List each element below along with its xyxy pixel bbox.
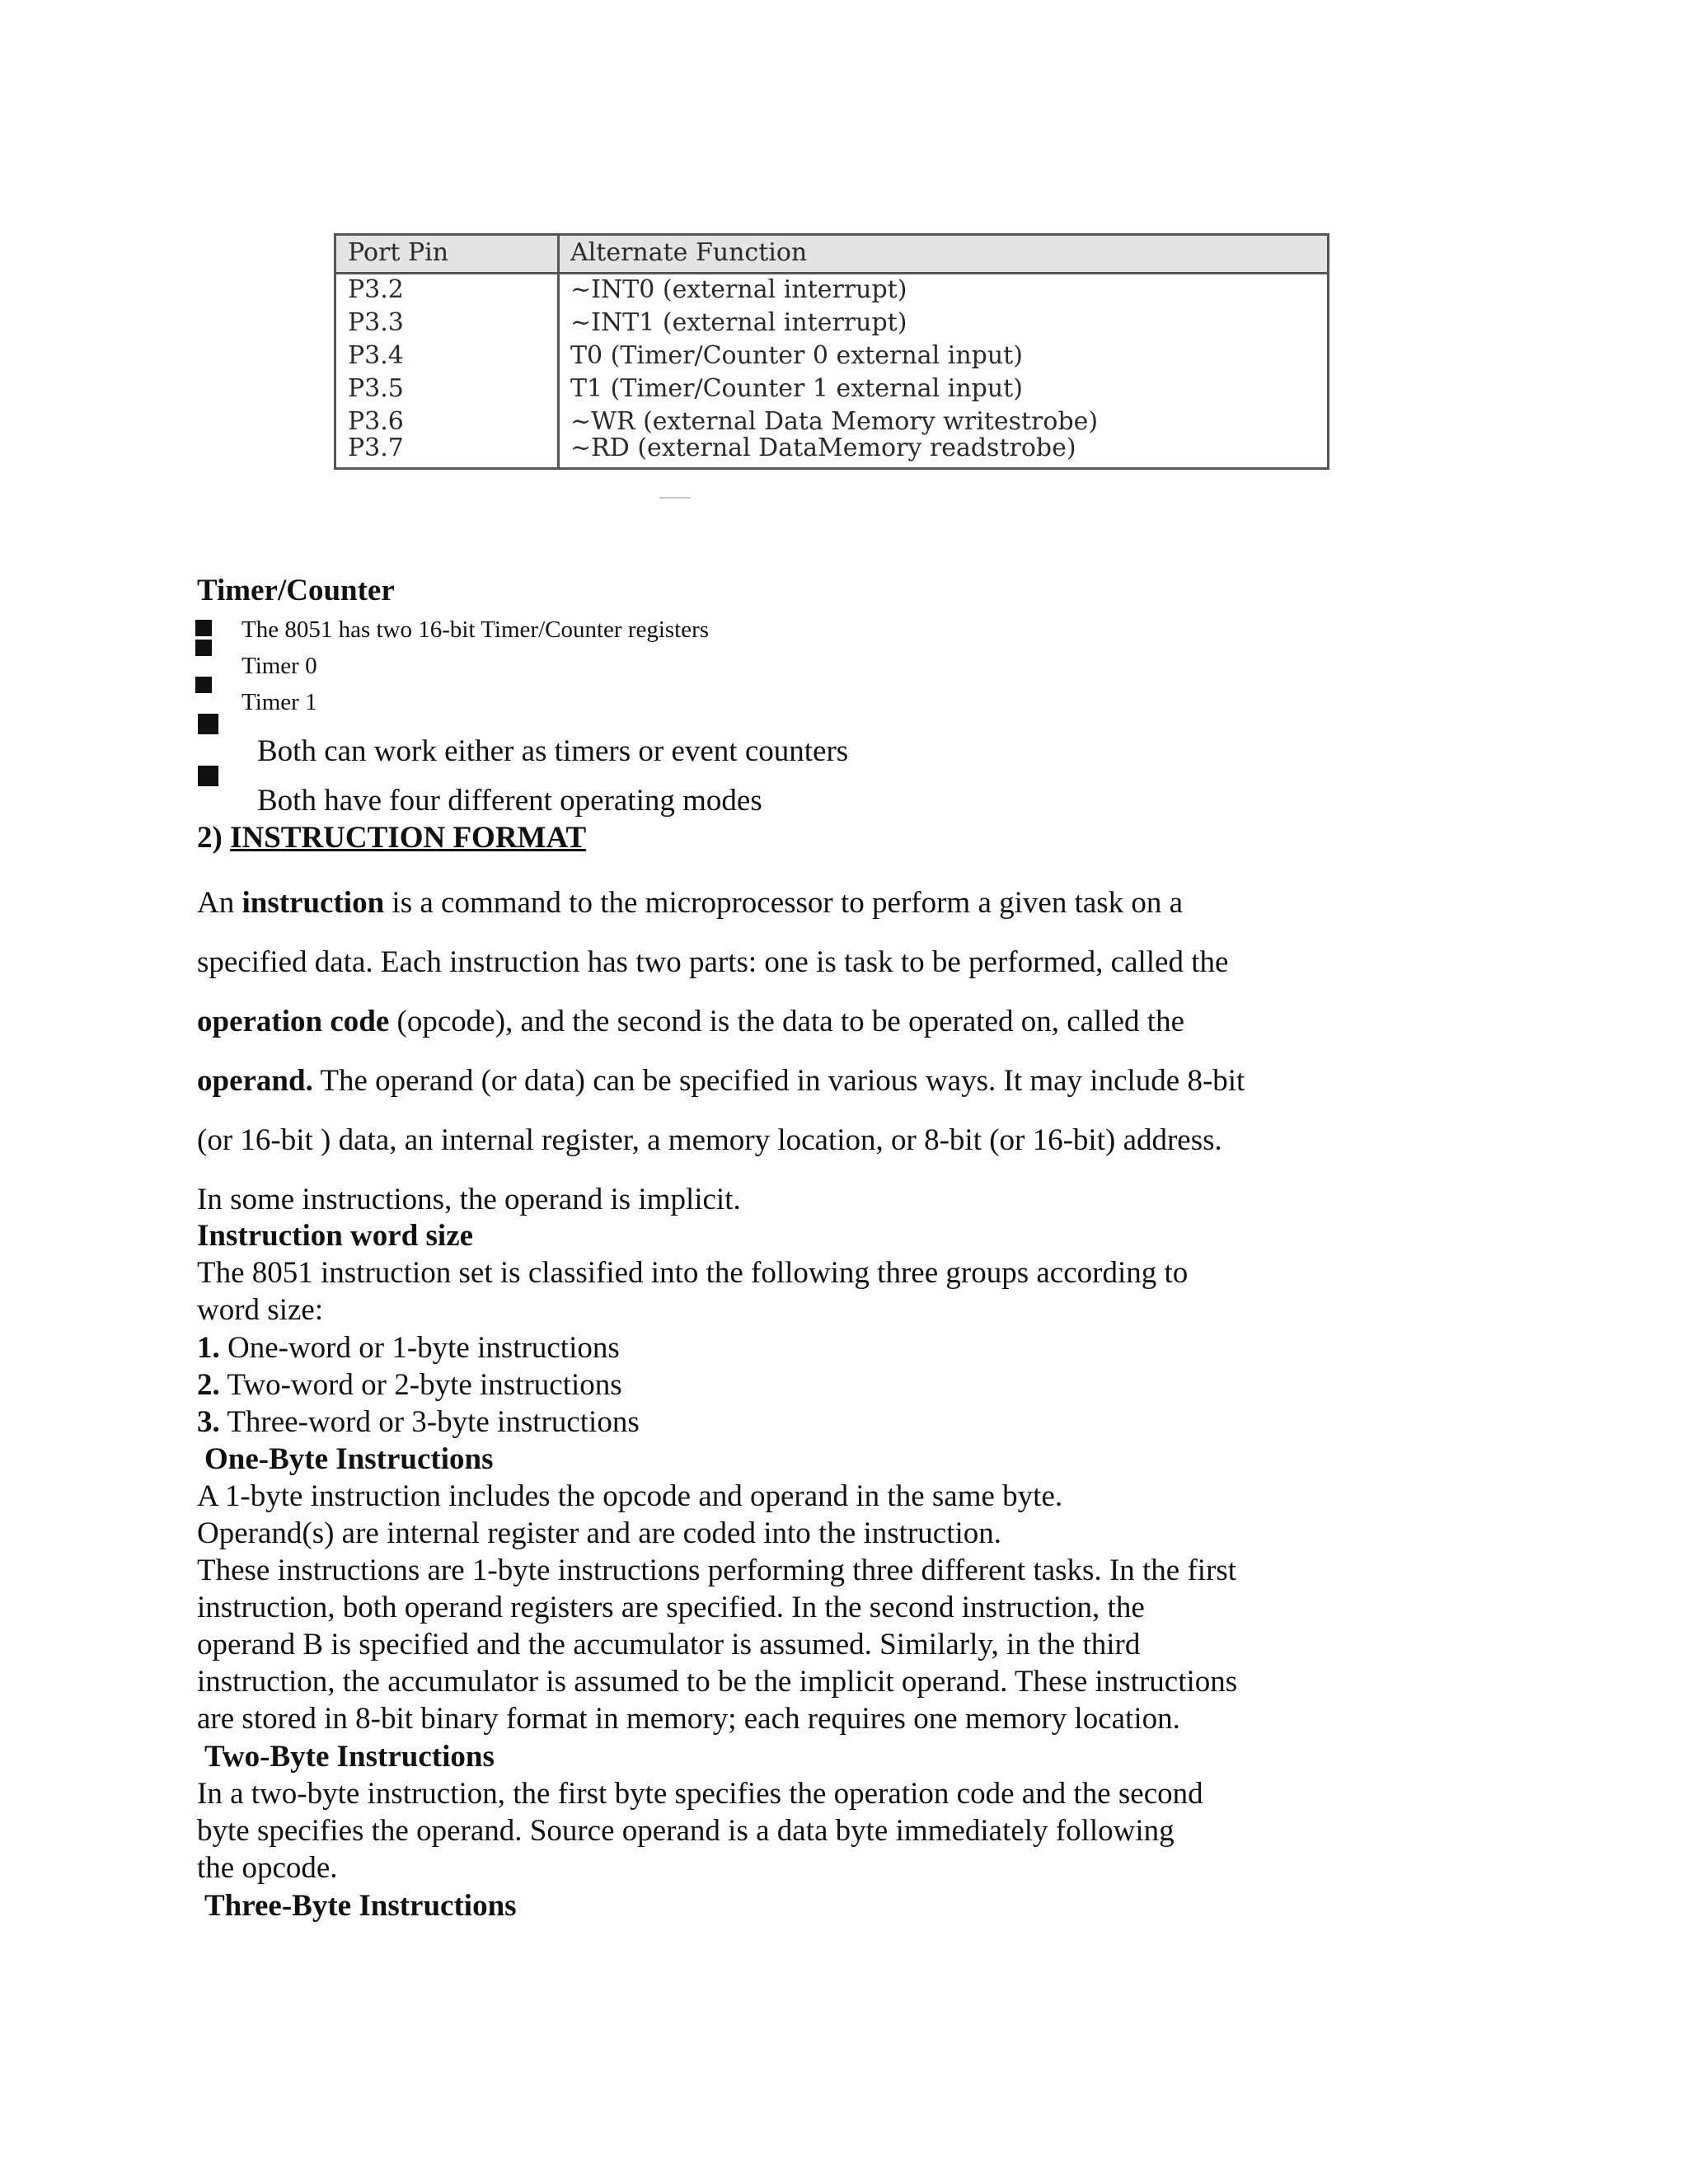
table-column-divider: [557, 236, 560, 467]
table-cell-pin: P3.6: [348, 407, 404, 436]
table-cell-function: T0 (Timer/Counter 0 external input): [570, 341, 1023, 370]
table-cell-pin: P3.7: [348, 434, 404, 462]
table-cell-pin: P3.4: [348, 341, 404, 370]
paragraph-line: A 1-byte instruction includes the opcode and operand in the same byte.: [197, 1479, 1063, 1513]
text-run: The operand (or data) can be specified in various ways. It may include 8-bit: [312, 1064, 1245, 1098]
paragraph-line: The 8051 instruction set is classified into the following three groups according to: [197, 1256, 1189, 1290]
bullet-text: The 8051 has two 16-bit Timer/Counter registers: [241, 616, 710, 643]
one-byte-heading: One-Byte Instructions: [204, 1442, 494, 1476]
paragraph-line: Operand(s) are internal register and are coded into the instruction.: [197, 1516, 1002, 1550]
list-number: 2.: [197, 1368, 220, 1402]
table-header-alternate-function: Alternate Function: [570, 238, 808, 267]
table-cell-pin: P3.2: [348, 275, 404, 304]
bullet-square-icon: [198, 766, 218, 786]
paragraph-line: the opcode.: [197, 1851, 338, 1885]
list-number: 3.: [197, 1405, 220, 1439]
section-heading: [197, 820, 586, 856]
timer-counter-heading: Timer/Counter: [197, 574, 395, 607]
list-text: One-word or 1-byte instructions: [219, 1331, 620, 1365]
paragraph-line: In some instructions, the operand is implicit.: [197, 1183, 741, 1216]
bullet-text: Both have four different operating modes: [257, 784, 762, 818]
bullet-text: Timer 1: [241, 689, 317, 715]
table-cell-function: ~RD (external DataMemory readstrobe): [570, 434, 1076, 462]
paragraph-line: specified data. Each instruction has two parts: one is task to be performed, called the: [197, 945, 1229, 979]
paragraph-line: byte specifies the operand. Source operand is a data byte immediately following: [197, 1814, 1175, 1848]
list-item: [197, 1367, 622, 1404]
list-text: Two-word or 2-byte instructions: [219, 1368, 622, 1402]
bold-term: operand.: [197, 1064, 313, 1098]
bullet-square-icon: [195, 640, 212, 656]
table-header-row: [336, 236, 1327, 274]
paragraph-line: [197, 1004, 1184, 1040]
table-cell-pin: P3.5: [348, 374, 404, 403]
text-run: is a command to the microprocessor to perform a given task on a: [384, 886, 1184, 920]
bullet-square-icon: [198, 714, 218, 734]
table-cell-function: ~WR (external Data Memory writestrobe): [570, 407, 1099, 436]
three-byte-heading: Three-Byte Instructions: [204, 1889, 517, 1923]
list-text: Three-word or 3-byte instructions: [219, 1405, 640, 1439]
section-number: 2): [197, 821, 223, 855]
list-number: 1.: [197, 1331, 220, 1365]
table-header-port-pin: Port Pin: [348, 238, 449, 267]
paragraph-line: These instructions are 1-byte instructions performing three different tasks. In the first: [197, 1554, 1237, 1587]
paragraph-line: [197, 1063, 1245, 1099]
paragraph-line: (or 16-bit ) data, an internal register, a memory location, or 8-bit (or 16-bit) address.: [197, 1123, 1222, 1157]
paragraph-line: are stored in 8-bit binary format in memory; each requires one memory location.: [197, 1702, 1180, 1736]
bold-term: operation code: [197, 1005, 390, 1038]
paragraph-line: word size:: [197, 1293, 324, 1327]
paragraph-line: In a two-byte instruction, the first byte specifies the operation code and the second: [197, 1777, 1203, 1811]
port-pin-table: [334, 233, 1329, 470]
table-cell-function: T1 (Timer/Counter 1 external input): [570, 374, 1023, 403]
text-run: An: [197, 886, 242, 920]
bullet-text: Both can work either as timers or event counters: [257, 734, 849, 768]
bullet-square-icon: [195, 677, 212, 693]
table-cell-pin: P3.3: [348, 308, 404, 337]
bold-term: instruction: [241, 886, 385, 920]
table-cell-function: ~INT1 (external interrupt): [570, 308, 907, 337]
table-cell-function: ~INT0 (external interrupt): [570, 275, 907, 304]
list-item: [197, 1404, 640, 1441]
section-title: INSTRUCTION FORMAT: [230, 821, 587, 855]
scan-artifact: [659, 497, 691, 499]
bullet-text: Timer 0: [241, 653, 317, 679]
list-item: [197, 1330, 620, 1366]
paragraph-line: instruction, the accumulator is assumed to be the implicit operand. These instructions: [197, 1665, 1238, 1699]
paragraph-line: instruction, both operand registers are specified. In the second instruction, the: [197, 1591, 1145, 1624]
two-byte-heading: Two-Byte Instructions: [204, 1740, 495, 1774]
paragraph-line: [197, 885, 1183, 921]
text-run: (opcode), and the second is the data to be operated on, called the: [389, 1005, 1184, 1038]
bullet-square-icon: [195, 620, 212, 636]
paragraph-line: operand B is specified and the accumulator is assumed. Similarly, in the third: [197, 1628, 1141, 1661]
word-size-heading: Instruction word size: [197, 1219, 474, 1253]
